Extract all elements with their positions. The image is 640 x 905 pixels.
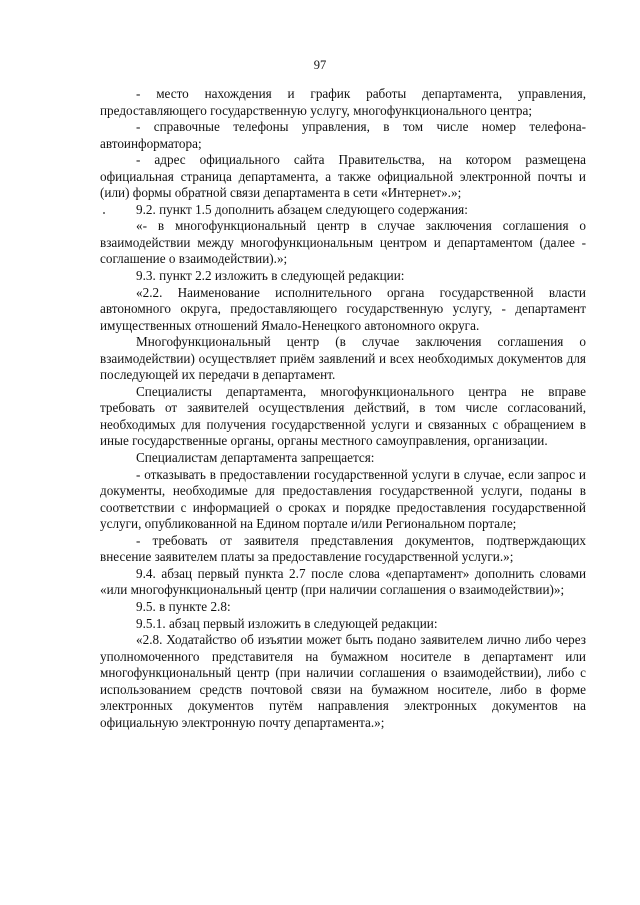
paragraph: «2.8. Ходатайство об изъятии может быть подано заявителем лично либо через уполномоченного представителя на бумажном носителе в департамент или многофункциональный центр (при наличии соглашения о взаимодействии), либо с использованием средств почтовой связи на бумажном носителе, либо в форме электронных документов путём направления электронных документов на официальную электронную почту департамента.»; (100, 632, 586, 730)
paragraph: 9.5. в пункте 2.8: (136, 598, 231, 614)
paragraph: - требовать от заявителя представления документов, подтверждающих внесение заявителем платы за предоставление государственной услуги.»; (100, 532, 586, 565)
paragraph: Многофункциональный центр (в случае заключения соглашения о взаимодействии) осуществляет приём заявлений и всех необходимых документов для последующей их передачи в департамент. (100, 334, 586, 383)
page-number: 97 (313, 58, 327, 72)
paragraph: 9.4. абзац первый пункта 2.7 после слова «департамент» дополнить словами «или многофункциональный центр (при наличии соглашения о взаимодействии)»; (100, 565, 586, 598)
paragraph: Специалисты департамента, многофункционального центра не вправе требовать от заявителей осуществления действий, в том числе согласований, необходимых для получения государственной услуги и связанных с обращением в иные государственные органы, органы местного самоуправления, организации. (100, 383, 586, 449)
paragraph: «2.2. Наименование исполнительного органа государственной власти автономного округа, предоставляющего государственную услугу, - департамент имущественных отношений Ямало-Ненецкого автономного округа. (100, 284, 586, 333)
paragraph: 9.5.1. абзац первый изложить в следующей редакции: (136, 615, 438, 631)
paragraph: - адрес официального сайта Правительства, на котором размещена официальная страница департамента, а также официальной электронной почты и (или) формы обратной связи департамента в сети «Интернет».»; (100, 152, 586, 201)
document-body (100, 86, 586, 731)
paragraph: «- в многофункциональный центр в случае заключения соглашения о взаимодействии между многофункциональным центром и департаментом (далее - соглашение о взаимодействии).»; (100, 218, 586, 267)
paragraph: - отказывать в предоставлении государственной услуги в случае, если запрос и документы, необходимые для предоставления государственной услуги, поданы в соответствии с информацией о сроках и порядке предоставления государственной услуги, опубликованной на Едином портале и/или Региональном портале; (100, 466, 586, 532)
paragraph: 9.2. пункт 1.5 дополнить абзацем следующего содержания: (136, 201, 468, 217)
paragraph: 9.3. пункт 2.2 изложить в следующей редакции: (136, 268, 405, 284)
paragraph: - место нахождения и график работы департамента, управления, предоставляющего государственную услугу, многофункционального центра; (100, 86, 586, 118)
paragraph: - справочные телефоны управления, в том числе номер телефона-автоинформатора; (100, 119, 586, 151)
paragraph: Специалистам департамента запрещается: (136, 450, 375, 466)
